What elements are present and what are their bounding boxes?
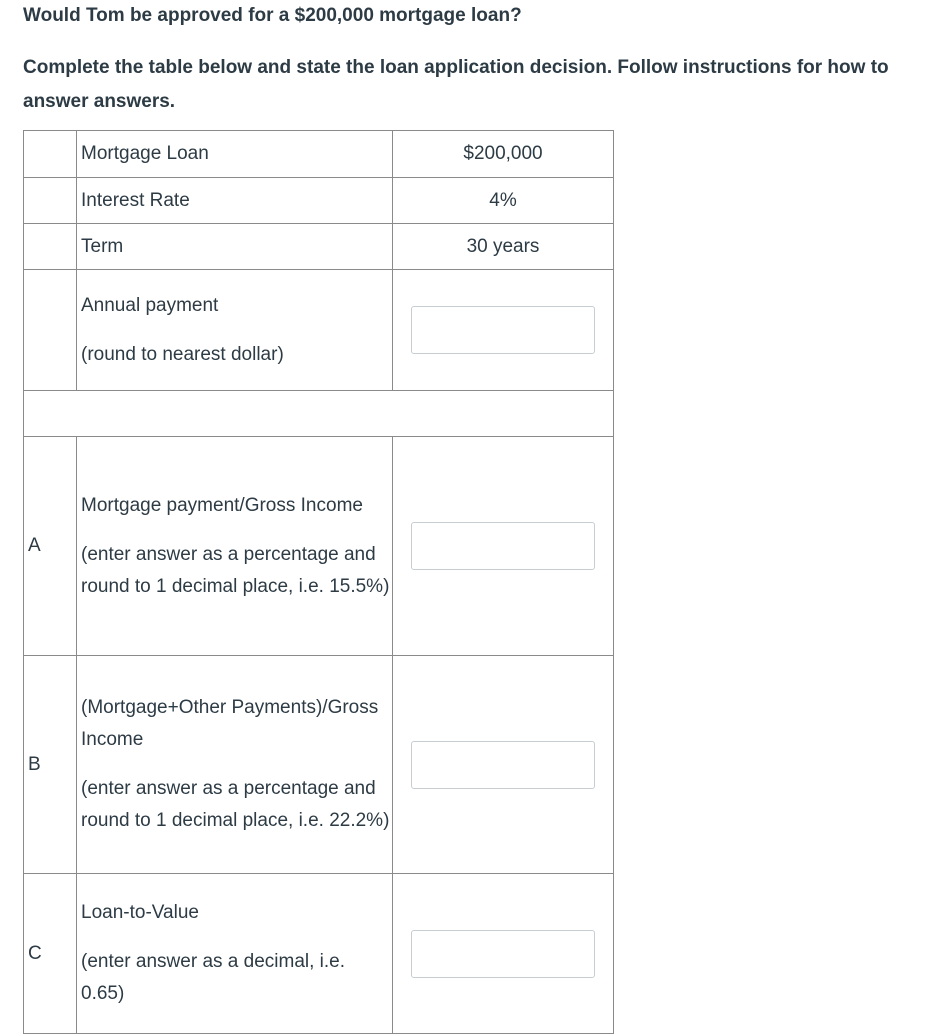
row-answer-cell	[393, 437, 614, 656]
table-row	[24, 656, 614, 874]
table-row	[24, 178, 614, 224]
row-description	[77, 270, 393, 391]
row-description-note: (enter answer as a percentage and round to 1 decimal place, i.e. 15.5%)	[81, 543, 390, 597]
total-debt-to-income-input[interactable]	[411, 741, 595, 789]
spacer-cell	[24, 391, 614, 437]
row-label: C	[24, 874, 77, 1034]
row-description: Term	[77, 224, 393, 270]
row-answer-cell	[393, 656, 614, 874]
row-value: $200,000	[393, 131, 614, 178]
row-answer-cell	[393, 874, 614, 1034]
row-label	[24, 270, 77, 391]
table-row	[24, 437, 614, 656]
table-row	[24, 131, 614, 178]
annual-payment-input[interactable]	[411, 306, 595, 354]
row-description-note: (round to nearest dollar)	[81, 343, 284, 365]
row-answer-cell	[393, 270, 614, 391]
mortgage-to-income-input[interactable]	[411, 522, 595, 570]
question-title: Would Tom be approved for a $200,000 mortgage loan?	[23, 5, 522, 26]
row-label	[24, 224, 77, 270]
row-description-main: Loan-to-Value	[81, 902, 199, 923]
row-label: B	[24, 656, 77, 874]
row-description	[77, 874, 393, 1034]
table-row	[24, 874, 614, 1034]
row-label: A	[24, 437, 77, 656]
table-row	[24, 224, 614, 270]
row-value: 4%	[393, 178, 614, 224]
question-instructions: Complete the table below and state the loan application decision. Follow instructions for how to answer answers.	[23, 57, 889, 112]
table-row	[24, 270, 614, 391]
row-description	[77, 656, 393, 874]
row-label	[24, 178, 77, 224]
row-description-note: (enter answer as a decimal, i.e. 0.65)	[81, 951, 346, 1004]
row-description: Mortgage Loan	[77, 131, 393, 178]
row-description-note: (enter answer as a percentage and round to 1 decimal place, i.e. 22.2%)	[81, 778, 390, 831]
row-description	[77, 437, 393, 656]
loan-table	[23, 130, 614, 1034]
loan-to-value-input[interactable]	[411, 930, 595, 978]
row-description-main: Annual payment	[81, 294, 219, 316]
row-description-main: Mortgage payment/Gross Income	[81, 494, 363, 516]
row-description-main: (Mortgage+Other Payments)/Gross Income	[81, 697, 379, 750]
row-label	[24, 131, 77, 178]
row-value: 30 years	[393, 224, 614, 270]
table-row-spacer	[24, 391, 614, 437]
row-description: Interest Rate	[77, 178, 393, 224]
